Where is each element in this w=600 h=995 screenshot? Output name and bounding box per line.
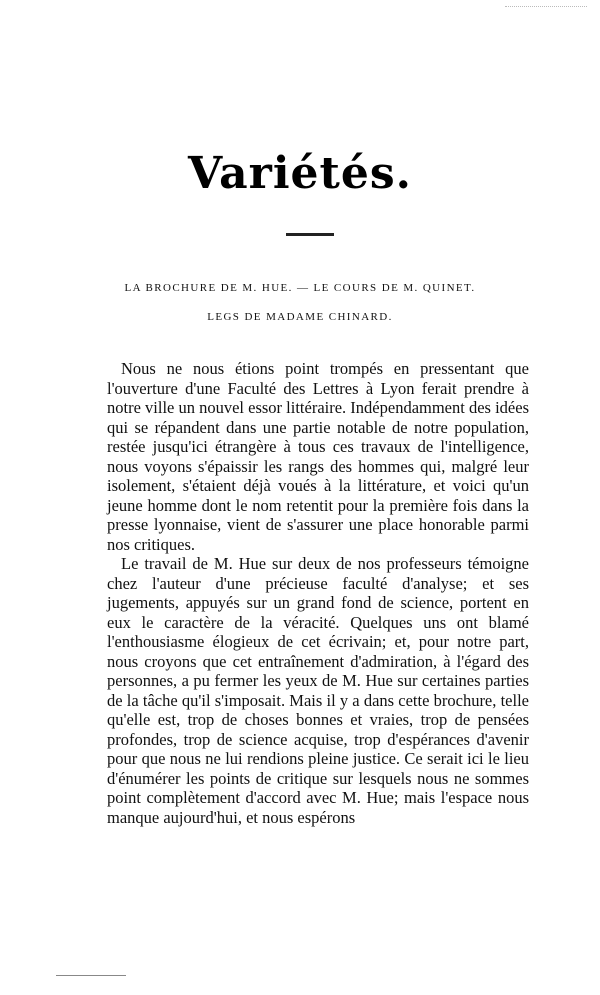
corner-rule [505, 6, 587, 7]
section-heading-line-1: LA BROCHURE DE M. HUE. — LE COURS DE M. QUINET. [124, 282, 476, 294]
title-divider [286, 233, 334, 236]
page-title: Variétés. [188, 148, 412, 199]
article-body [107, 359, 529, 827]
paragraph-1: Nous ne nous étions point trompés en pressentant que l'ouverture d'une Faculté des Lettres à Lyon ferait prendre à notre ville un nouvel essor littéraire. Indépendamment des idées qui se répandent dans une partie notable de notre population, restée jusqu'ici étrangère à tous ces travaux de l'intelligence, nous voyons s'épaissir les rangs des hommes qui, malgré leur isolement, s'étaient déjà voués à la littérature, et voici qu'un jeune homme dont le nom retentit pour la première fois dans la presse lyonnaise, vient de s'assurer une place honorable parmi nos critiques. [107, 359, 529, 554]
paragraph-2: Le travail de M. Hue sur deux de nos professeurs témoigne chez l'auteur d'une précieuse faculté d'analyse; et ses jugements, appuyés sur un grand fond de science, portent en eux le caractère de la véracité. Quelques uns ont blamé l'enthousiasme élogieux de cet écrivain; et, pour notre part, nous croyons que cet entraînement d'admiration, à l'égard des personnes, a pu fermer les yeux de M. Hue sur certaines parties de la tâche qu'il s'imposait. Mais il y a dans cette brochure, telle qu'elle est, trop de choses bonnes et vraies, trop de pensées profondes, trop de science acquise, trop d'espérances d'avenir pour que nous ne lui rendions pleine justice. Ce serait ici le lieu d'énumérer les points de critique sur lesquels nous ne sommes point complètement d'accord avec M. Hue; mais l'espace nous manque aujourd'hui, et nous espérons [107, 554, 529, 827]
section-heading-line-2: LEGS DE MADAME CHINARD. [207, 311, 393, 323]
footnote-rule [56, 975, 126, 976]
